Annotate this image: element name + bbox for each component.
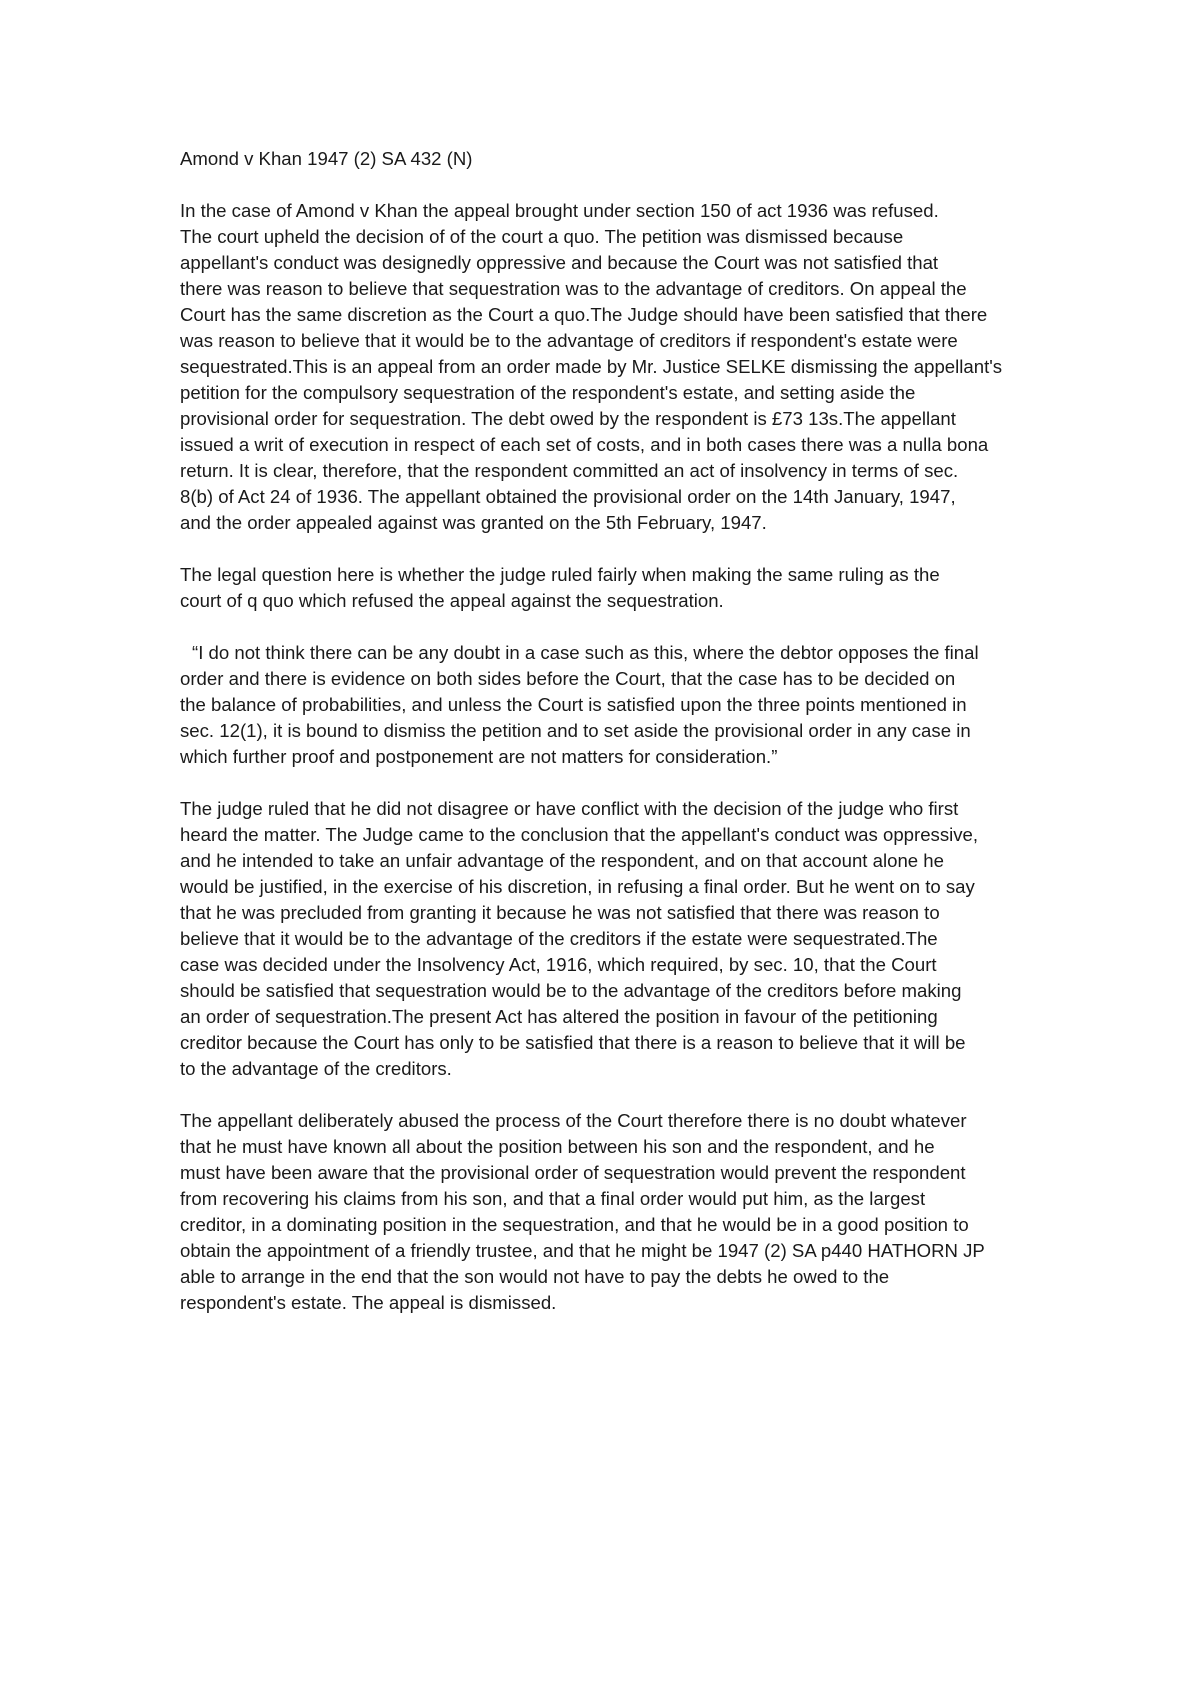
paragraph-line: there was reason to believe that sequestration was to the advantage of creditors. On appeal the	[180, 278, 967, 299]
body-paragraph	[180, 198, 1030, 536]
paragraph-line: heard the matter. The Judge came to the conclusion that the appellant's conduct was oppressive,	[180, 824, 979, 845]
paragraph-line: to the advantage of the creditors.	[180, 1058, 452, 1079]
document-title: Amond v Khan 1947 (2) SA 432 (N)	[180, 148, 473, 169]
paragraph-line: was reason to believe that it would be to the advantage of creditors if respondent's estate were	[180, 330, 958, 351]
paragraph-line: that he was precluded from granting it because he was not satisfied that there was reason to	[180, 902, 940, 923]
paragraph-line: and he intended to take an unfair advantage of the respondent, and on that account alone he	[180, 850, 944, 871]
paragraph-line: The judge ruled that he did not disagree or have conflict with the decision of the judge who first	[180, 798, 959, 819]
paragraph-line: issued a writ of execution in respect of each set of costs, and in both cases there was a nulla bona	[180, 434, 989, 455]
paragraph-line: “I do not think there can be any doubt in a case such as this, where the debtor opposes the final	[192, 642, 979, 663]
paragraph-line: provisional order for sequestration. The debt owed by the respondent is £73 13s.The appellant	[180, 408, 956, 429]
paragraph-line: case was decided under the Insolvency Act, 1916, which required, by sec. 10, that the Court	[180, 954, 937, 975]
paragraph-line: would be justified, in the exercise of his discretion, in refusing a final order. But he went on to say	[180, 876, 975, 897]
paragraph-line: appellant's conduct was designedly oppressive and because the Court was not satisfied that	[180, 252, 939, 273]
paragraphs-container	[180, 198, 1030, 1316]
paragraph-line: creditor because the Court has only to be satisfied that there is a reason to believe that it will be	[180, 1032, 966, 1053]
paragraph-line: petition for the compulsory sequestration of the respondent's estate, and setting aside the	[180, 382, 916, 403]
paragraph-line: order and there is evidence on both sides before the Court, that the case has to be decided on	[180, 668, 956, 689]
paragraph-line: court of q quo which refused the appeal against the sequestration.	[180, 590, 724, 611]
paragraph-line: obtain the appointment of a friendly trustee, and that he might be 1947 (2) SA p440 HATHORN JP	[180, 1240, 985, 1261]
body-paragraph	[180, 796, 1030, 1082]
paragraph-line: The court upheld the decision of of the court a quo. The petition was dismissed because	[180, 226, 904, 247]
paragraph-line: from recovering his claims from his son, and that a final order would put him, as the largest	[180, 1188, 926, 1209]
paragraph-line: sec. 12(1), it is bound to dismiss the petition and to set aside the provisional order in any case in	[180, 720, 971, 741]
body-paragraph	[180, 562, 1030, 614]
paragraph-line: Court has the same discretion as the Court a quo.The Judge should have been satisfied that there	[180, 304, 988, 325]
quote-paragraph	[180, 640, 1030, 770]
document-body	[180, 146, 1030, 1342]
paragraph-line: the balance of probabilities, and unless the Court is satisfied upon the three points mentioned in	[180, 694, 967, 715]
paragraph-line: The legal question here is whether the judge ruled fairly when making the same ruling as the	[180, 564, 940, 585]
paragraph-line: should be satisfied that sequestration would be to the advantage of the creditors before making	[180, 980, 962, 1001]
paragraph-line: able to arrange in the end that the son would not have to pay the debts he owed to the	[180, 1266, 890, 1287]
paragraph-line: must have been aware that the provisional order of sequestration would prevent the respondent	[180, 1162, 966, 1183]
body-paragraph	[180, 1108, 1030, 1316]
paragraph-line: respondent's estate. The appeal is dismissed.	[180, 1292, 557, 1313]
paragraph-line: sequestrated.This is an appeal from an order made by Mr. Justice SELKE dismissing the appellant's	[180, 356, 1003, 377]
paragraph-line: that he must have known all about the position between his son and the respondent, and he	[180, 1136, 935, 1157]
paragraph-line: which further proof and postponement are not matters for consideration.”	[180, 746, 778, 767]
paragraph-line: believe that it would be to the advantage of the creditors if the estate were sequestrated.The	[180, 928, 938, 949]
paragraph-line: The appellant deliberately abused the process of the Court therefore there is no doubt whatever	[180, 1110, 967, 1131]
paragraph-line: return. It is clear, therefore, that the respondent committed an act of insolvency in terms of sec.	[180, 460, 959, 481]
paragraph-line: and the order appealed against was granted on the 5th February, 1947.	[180, 512, 767, 533]
paragraph-line: 8(b) of Act 24 of 1936. The appellant obtained the provisional order on the 14th January, 1947,	[180, 486, 956, 507]
paragraph-line: creditor, in a dominating position in the sequestration, and that he would be in a good position to	[180, 1214, 969, 1235]
paragraph-line: In the case of Amond v Khan the appeal brought under section 150 of act 1936 was refused.	[180, 200, 939, 221]
paragraph-line: an order of sequestration.The present Act has altered the position in favour of the petitioning	[180, 1006, 938, 1027]
